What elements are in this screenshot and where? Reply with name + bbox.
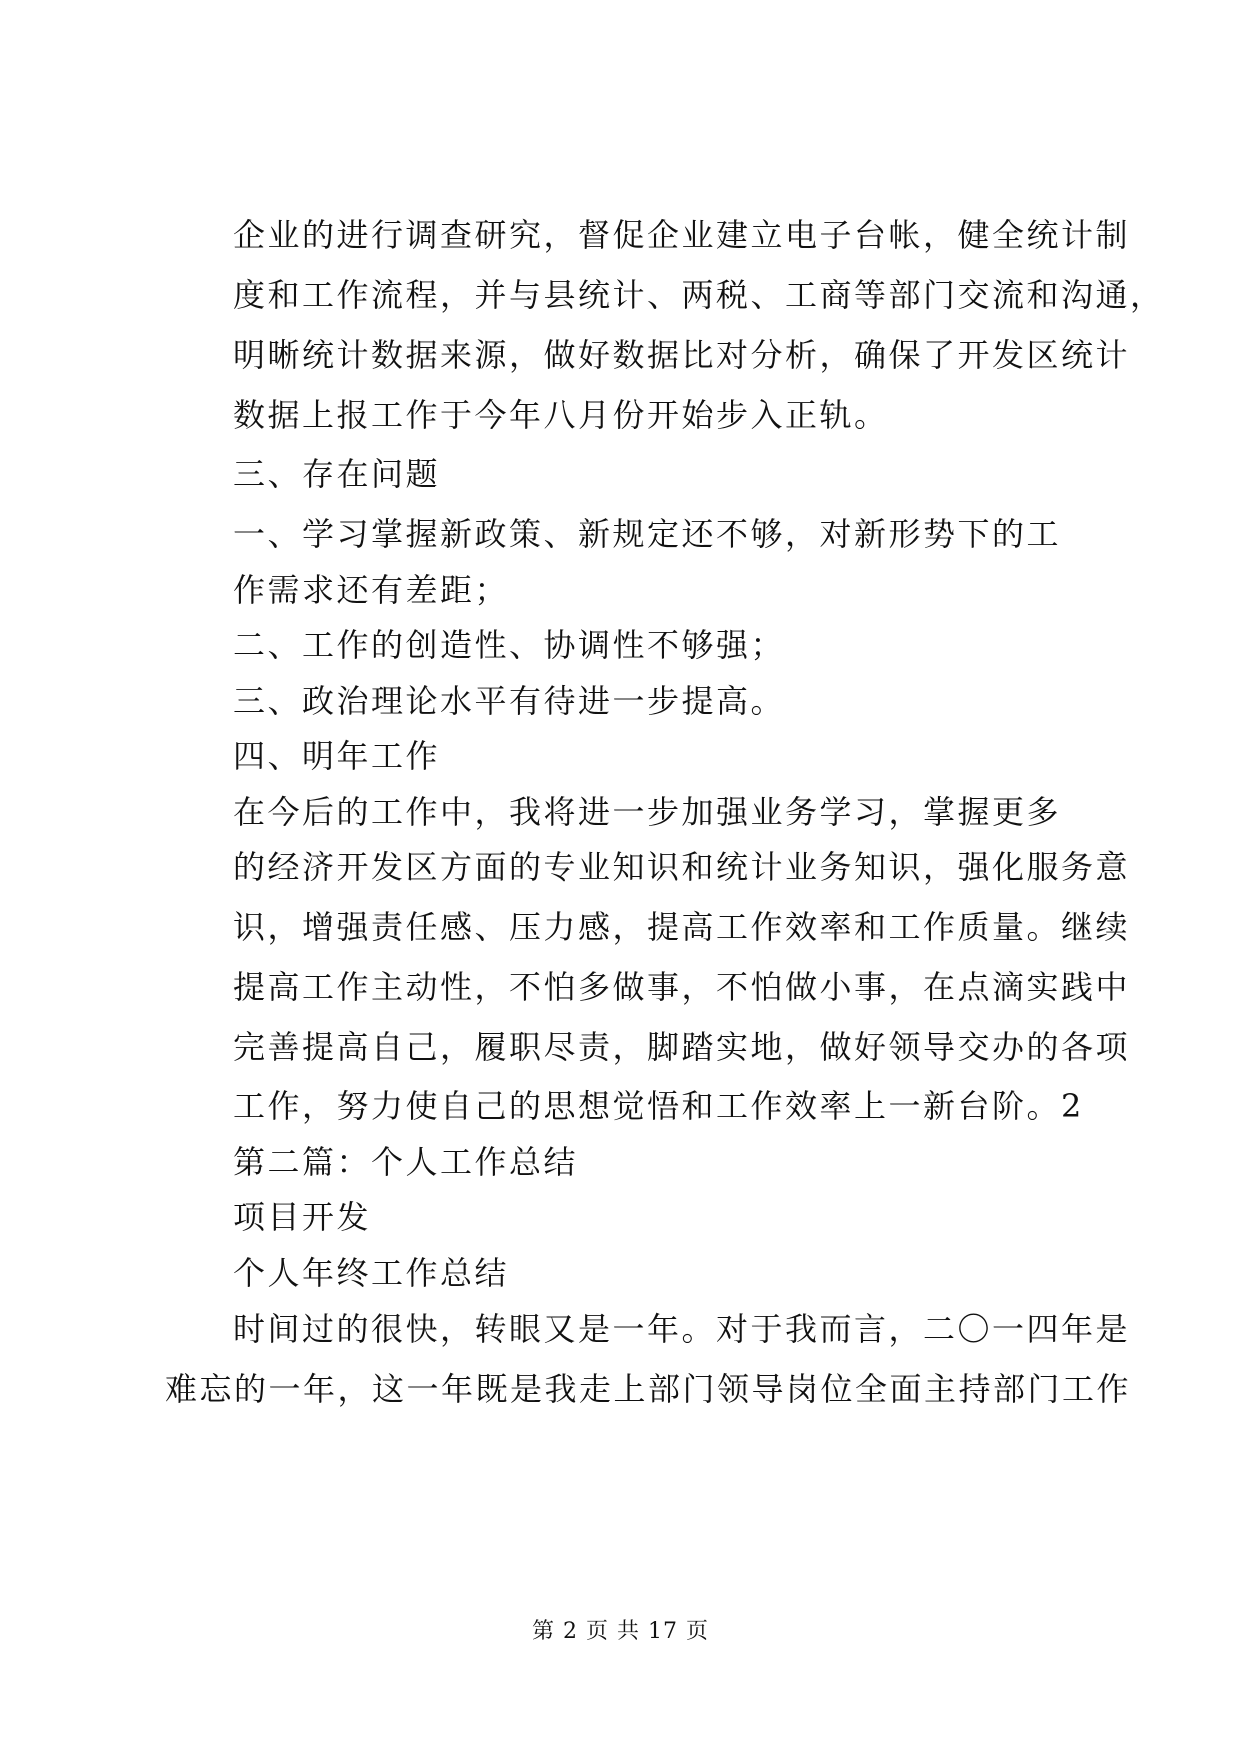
section-heading: 项目开发 [233, 1198, 372, 1236]
body-line: 完善提高自己，履职尽责，脚踏实地，做好领导交办的各项 [233, 1028, 1131, 1066]
body-line: 作需求还有差距； [233, 571, 510, 609]
body-line: 数据上报工作于今年八月份开始步入正轨。 [233, 396, 889, 434]
chapter-heading: 第二篇：个人工作总结 [233, 1143, 579, 1181]
body-line: 在今后的工作中，我将进一步加强业务学习，掌握更多 [233, 793, 1062, 831]
body-line: 提高工作主动性，不怕多做事，不怕做小事，在点滴实践中 [233, 968, 1131, 1006]
page-footer: 第 2 页 共 17 页 [532, 1619, 709, 1644]
body-line: 难忘的一年，这一年既是我走上部门领导岗位全面主持部门工作 [165, 1370, 1132, 1408]
body-line: 一、学习掌握新政策、新规定还不够，对新形势下的工 [233, 515, 1062, 553]
section-heading: 个人年终工作总结 [233, 1254, 510, 1292]
body-line: 时间过的很快，转眼又是一年。对于我而言，二〇一四年是 [233, 1310, 1131, 1348]
body-line: 二、工作的创造性、协调性不够强； [233, 626, 786, 664]
body-line: 企业的进行调查研究，督促企业建立电子台帐，健全统计制 [233, 216, 1131, 254]
body-line: 的经济开发区方面的专业知识和统计业务知识，强化服务意 [233, 848, 1131, 886]
body-line: 三、政治理论水平有待进一步提高。 [233, 682, 786, 720]
body-line: 工作，努力使自己的思想觉悟和工作效率上一新台阶。2 [233, 1087, 1084, 1125]
body-line: 识，增强责任感、压力感，提高工作效率和工作质量。继续 [233, 908, 1131, 946]
section-heading: 四、明年工作 [233, 737, 441, 775]
section-heading: 三、存在问题 [233, 455, 441, 493]
body-line: 明晰统计数据来源，做好数据比对分析，确保了开发区统计 [233, 336, 1131, 374]
body-line: 度和工作流程，并与县统计、两税、工商等部门交流和沟通， [233, 276, 1165, 314]
